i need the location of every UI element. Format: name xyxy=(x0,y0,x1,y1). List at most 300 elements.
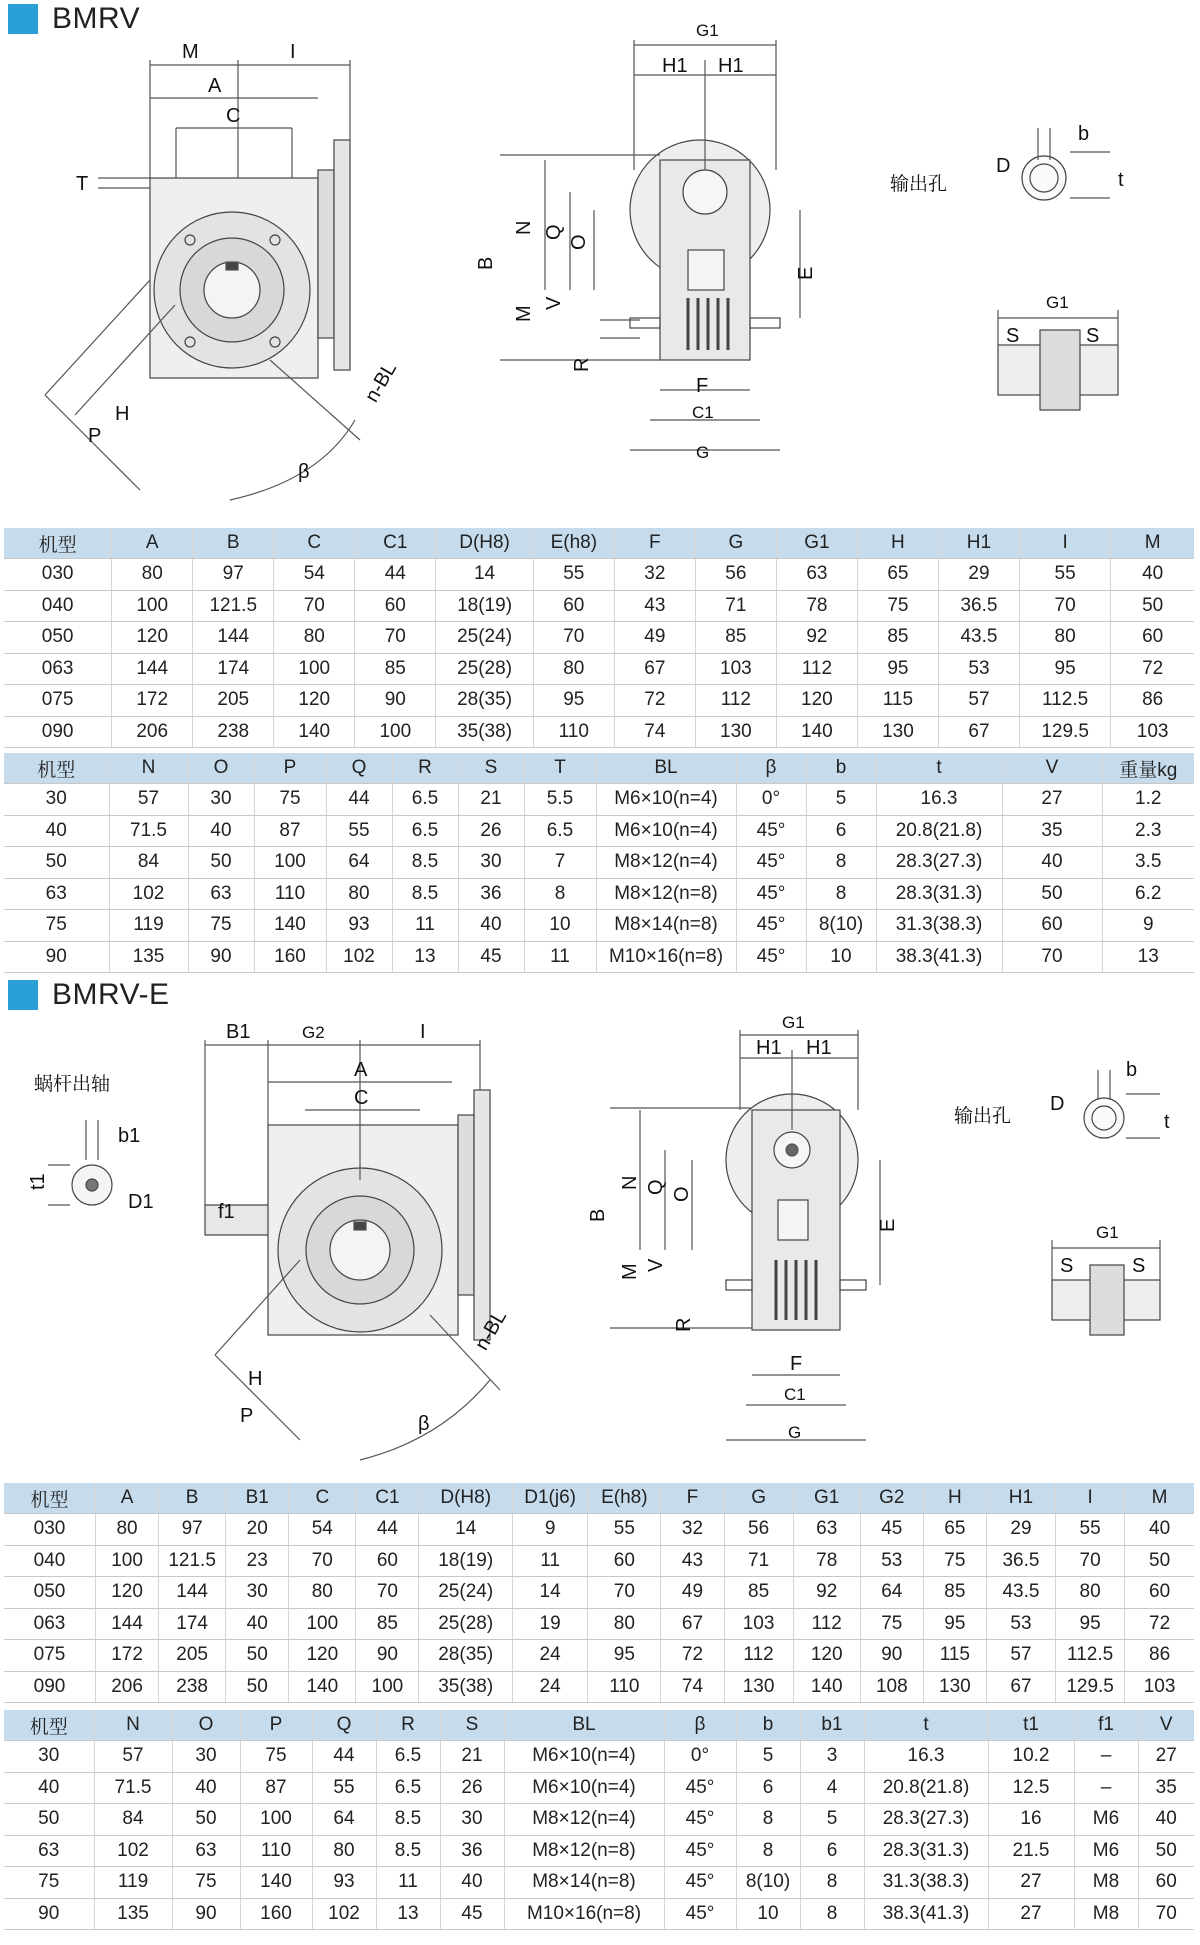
svg-text:D1: D1 xyxy=(128,1191,154,1213)
column-header: BL xyxy=(596,753,736,784)
table-cell: 5 xyxy=(800,1804,864,1836)
table-cell: 20.8(21.8) xyxy=(876,815,1002,847)
table-cell: 8 xyxy=(806,847,876,879)
table-cell: 11 xyxy=(524,941,596,973)
column-header: B xyxy=(193,528,274,559)
table-cell: 13 xyxy=(376,1898,440,1930)
table-cell: M8×12(n=8) xyxy=(504,1835,664,1867)
table-cell: 50 xyxy=(226,1671,289,1703)
svg-text:蜗杆出轴: 蜗杆出轴 xyxy=(34,1073,111,1095)
table-cell: 93 xyxy=(326,910,392,942)
table-cell: 20 xyxy=(226,1514,289,1546)
table-cell: 120 xyxy=(793,1640,860,1672)
svg-text:F: F xyxy=(790,1353,803,1375)
section-header-bmrve xyxy=(8,978,169,1012)
table-cell: 45° xyxy=(736,910,806,942)
column-header: G1 xyxy=(776,528,857,559)
table-cell: 100 xyxy=(289,1608,356,1640)
column-header: V xyxy=(1138,1710,1194,1741)
table-cell: 13 xyxy=(392,941,458,973)
table-cell: 63 xyxy=(4,878,109,910)
table-cell: 25(28) xyxy=(419,1608,513,1640)
section-title: BMRV-E xyxy=(52,978,170,1011)
table-cell: 4 xyxy=(800,1772,864,1804)
table-cell: 57 xyxy=(938,685,1019,717)
table-cell: M6×10(n=4) xyxy=(596,784,736,816)
table-cell: 2.3 xyxy=(1102,815,1194,847)
table-cell: 205 xyxy=(159,1640,226,1672)
table-cell: M8×14(n=8) xyxy=(596,910,736,942)
table-cell: M8 xyxy=(1074,1867,1138,1899)
table-cell: 55 xyxy=(533,559,614,591)
table-cell: 6.5 xyxy=(524,815,596,847)
table-cell: 60 xyxy=(588,1545,661,1577)
table-cell: 57 xyxy=(94,1741,172,1773)
table-cell: 063 xyxy=(4,653,112,685)
svg-text:b1: b1 xyxy=(118,1125,141,1147)
table-cell: 3.5 xyxy=(1102,847,1194,879)
table-cell: 70 xyxy=(1002,941,1102,973)
table-cell: 95 xyxy=(533,685,614,717)
table-header-row xyxy=(4,528,1194,559)
table-cell: 80 xyxy=(588,1608,661,1640)
table-cell: 56 xyxy=(724,1514,793,1546)
table-row xyxy=(4,1514,1194,1546)
table-cell: 60 xyxy=(1125,1577,1194,1609)
bmrv-bore-detail xyxy=(998,128,1118,410)
table-cell: 144 xyxy=(193,622,274,654)
svg-text:S: S xyxy=(1132,1255,1146,1277)
table-cell: 8 xyxy=(736,1835,800,1867)
table-cell: M8×12(n=8) xyxy=(596,878,736,910)
table-cell: M6 xyxy=(1074,1835,1138,1867)
svg-text:G1: G1 xyxy=(782,1013,805,1032)
column-header: t1 xyxy=(988,1710,1074,1741)
bmrve-bore-detail xyxy=(1052,1070,1160,1335)
svg-text:B1: B1 xyxy=(226,1021,251,1043)
table-cell: 12.5 xyxy=(988,1772,1074,1804)
table-cell: 135 xyxy=(109,941,188,973)
table-cell: 24 xyxy=(512,1671,587,1703)
table-cell: 64 xyxy=(326,847,392,879)
table-cell: 50 xyxy=(1138,1835,1194,1867)
column-header: A xyxy=(112,528,193,559)
table-cell: 119 xyxy=(94,1867,172,1899)
table-cell: 100 xyxy=(240,1804,312,1836)
svg-text:H1: H1 xyxy=(662,55,688,77)
table-cell: 6 xyxy=(806,815,876,847)
table-cell: 85 xyxy=(724,1577,793,1609)
table-cell: 63 xyxy=(793,1514,860,1546)
column-header: S xyxy=(440,1710,504,1741)
table-cell: 70 xyxy=(533,622,614,654)
column-header: D(H8) xyxy=(419,1483,513,1514)
table-row xyxy=(4,1804,1194,1836)
table-cell: 50 xyxy=(1125,1545,1194,1577)
table-cell: 10 xyxy=(524,910,596,942)
table-row xyxy=(4,653,1194,685)
svg-text:G1: G1 xyxy=(696,21,719,40)
table-cell: 53 xyxy=(860,1545,923,1577)
table-cell: 67 xyxy=(614,653,695,685)
table-cell: 050 xyxy=(4,1577,96,1609)
table-cell: 063 xyxy=(4,1608,96,1640)
column-header: P xyxy=(240,1710,312,1741)
table-cell: 38.3(41.3) xyxy=(864,1898,988,1930)
column-header: I xyxy=(1056,1483,1125,1514)
svg-text:P: P xyxy=(88,425,102,447)
svg-text:t1: t1 xyxy=(27,1173,49,1190)
table-cell: 30 xyxy=(4,784,109,816)
svg-text:C1: C1 xyxy=(784,1385,806,1404)
table-cell: 28(35) xyxy=(436,685,533,717)
table-cell: 10 xyxy=(806,941,876,973)
table-cell: 50 xyxy=(188,847,254,879)
table-row xyxy=(4,1608,1194,1640)
table-cell: 040 xyxy=(4,590,112,622)
table-cell: 205 xyxy=(193,685,274,717)
table-cell: M8×12(n=4) xyxy=(504,1804,664,1836)
column-header: O xyxy=(188,753,254,784)
table-cell: 144 xyxy=(96,1608,159,1640)
table-cell: 80 xyxy=(312,1835,376,1867)
table-cell: 45° xyxy=(736,878,806,910)
table-cell: 112 xyxy=(793,1608,860,1640)
table-cell: 8(10) xyxy=(736,1867,800,1899)
column-header: b xyxy=(806,753,876,784)
column-header: H1 xyxy=(986,1483,1055,1514)
table-cell: 130 xyxy=(857,716,938,748)
table-cell: 75 xyxy=(4,910,109,942)
table-cell: 55 xyxy=(1019,559,1110,591)
table-cell: 120 xyxy=(289,1640,356,1672)
table-cell: 95 xyxy=(1056,1608,1125,1640)
table-cell: 28.3(31.3) xyxy=(876,878,1002,910)
table-cell: 14 xyxy=(512,1577,587,1609)
table-cell: 130 xyxy=(695,716,776,748)
svg-text:H1: H1 xyxy=(718,55,744,77)
table-cell: 100 xyxy=(112,590,193,622)
table-cell: M8 xyxy=(1074,1898,1138,1930)
table-cell: 160 xyxy=(254,941,326,973)
table-cell: 38.3(41.3) xyxy=(876,941,1002,973)
table-cell: 93 xyxy=(312,1867,376,1899)
table-cell: 11 xyxy=(512,1545,587,1577)
bmrve-dimension-table-1 xyxy=(4,1483,1194,1703)
table-cell: 102 xyxy=(94,1835,172,1867)
table-cell: 090 xyxy=(4,716,112,748)
table-cell: 29 xyxy=(938,559,1019,591)
table-cell: 35 xyxy=(1002,815,1102,847)
table-cell: 075 xyxy=(4,685,112,717)
table-cell: 63 xyxy=(172,1835,240,1867)
table-header-row xyxy=(4,753,1194,784)
table-cell: 21 xyxy=(440,1741,504,1773)
table-cell: 103 xyxy=(1125,1671,1194,1703)
table-row xyxy=(4,847,1194,879)
table-cell: 110 xyxy=(240,1835,312,1867)
table-cell: 50 xyxy=(1111,590,1194,622)
table-cell: 78 xyxy=(776,590,857,622)
worm-shaft-detail xyxy=(48,1120,112,1205)
table-cell: 115 xyxy=(857,685,938,717)
column-header: Q xyxy=(312,1710,376,1741)
svg-text:F: F xyxy=(696,375,709,397)
table-cell: 040 xyxy=(4,1545,96,1577)
table-cell: 36.5 xyxy=(938,590,1019,622)
svg-text:t: t xyxy=(1118,169,1124,191)
table-cell: 6 xyxy=(800,1835,864,1867)
table-cell: 50 xyxy=(1002,878,1102,910)
table-cell: M6×10(n=4) xyxy=(504,1772,664,1804)
table-cell: 8 xyxy=(524,878,596,910)
svg-text:B: B xyxy=(475,256,497,270)
table-cell: 8.5 xyxy=(392,878,458,910)
svg-text:T: T xyxy=(76,173,89,195)
table-cell: M10×16(n=8) xyxy=(596,941,736,973)
section-title: BMRV xyxy=(52,2,141,35)
table-cell: 32 xyxy=(661,1514,724,1546)
column-header: t xyxy=(864,1710,988,1741)
table-cell: 45° xyxy=(736,941,806,973)
table-cell: 9 xyxy=(1102,910,1194,942)
table-cell: 6.5 xyxy=(392,784,458,816)
table-cell: 100 xyxy=(356,1671,419,1703)
table-cell: 5 xyxy=(736,1741,800,1773)
svg-text:M: M xyxy=(619,1263,641,1280)
table-row xyxy=(4,1577,1194,1609)
table-cell: 30 xyxy=(440,1804,504,1836)
table-cell: 6 xyxy=(736,1772,800,1804)
table-cell: 36.5 xyxy=(986,1545,1055,1577)
table-cell: 40 xyxy=(440,1867,504,1899)
table-cell: 120 xyxy=(776,685,857,717)
table-cell: 54 xyxy=(289,1514,356,1546)
table-cell: 30 xyxy=(188,784,254,816)
column-header: C xyxy=(274,528,355,559)
table-cell: 25(24) xyxy=(436,622,533,654)
table-cell: 75 xyxy=(254,784,326,816)
table-row xyxy=(4,1835,1194,1867)
svg-text:G: G xyxy=(788,1423,802,1442)
column-header: V xyxy=(1002,753,1102,784)
table-cell: 44 xyxy=(312,1741,376,1773)
table-cell: 9 xyxy=(512,1514,587,1546)
table-cell: 103 xyxy=(724,1608,793,1640)
table-cell: 50 xyxy=(226,1640,289,1672)
svg-text:R: R xyxy=(571,357,593,372)
svg-text:G1: G1 xyxy=(1096,1223,1119,1242)
table-cell: 27 xyxy=(1002,784,1102,816)
table-cell: 11 xyxy=(376,1867,440,1899)
table-cell: 108 xyxy=(860,1671,923,1703)
svg-text:R: R xyxy=(673,1317,695,1332)
table-cell: 206 xyxy=(112,716,193,748)
table-cell: 144 xyxy=(159,1577,226,1609)
table-cell: 45° xyxy=(664,1867,736,1899)
table-cell: 70 xyxy=(1056,1545,1125,1577)
table-cell: M6×10(n=4) xyxy=(504,1741,664,1773)
column-header: E(h8) xyxy=(533,528,614,559)
column-header: Q xyxy=(326,753,392,784)
table-cell: 70 xyxy=(588,1577,661,1609)
table-cell: 5.5 xyxy=(524,784,596,816)
table-cell: 18(19) xyxy=(419,1545,513,1577)
table-cell: 71.5 xyxy=(94,1772,172,1804)
column-header: 机型 xyxy=(4,753,109,784)
table-cell: 72 xyxy=(1125,1608,1194,1640)
table-cell: 45 xyxy=(440,1898,504,1930)
table-row xyxy=(4,1671,1194,1703)
table-cell: 72 xyxy=(614,685,695,717)
column-header: b1 xyxy=(800,1710,864,1741)
table-row xyxy=(4,1741,1194,1773)
table-cell: 16 xyxy=(988,1804,1074,1836)
table-cell: 40 xyxy=(4,815,109,847)
table-cell: 40 xyxy=(188,815,254,847)
table-cell: 40 xyxy=(4,1772,94,1804)
table-cell: 70 xyxy=(1138,1898,1194,1930)
svg-text:G1: G1 xyxy=(1046,293,1069,312)
svg-text:I: I xyxy=(420,1021,426,1043)
table-cell: 65 xyxy=(857,559,938,591)
svg-text:O: O xyxy=(568,234,590,250)
table-cell: 85 xyxy=(695,622,776,654)
table-cell: 31.3(38.3) xyxy=(864,1867,988,1899)
svg-text:f1: f1 xyxy=(218,1201,235,1223)
table-cell: 86 xyxy=(1125,1640,1194,1672)
table-cell: 160 xyxy=(240,1898,312,1930)
table-cell: 75 xyxy=(188,910,254,942)
table-cell: 65 xyxy=(923,1514,986,1546)
table-cell: 86 xyxy=(1111,685,1194,717)
table-cell: 70 xyxy=(274,590,355,622)
table-cell: 120 xyxy=(112,622,193,654)
table-cell: 6.5 xyxy=(376,1741,440,1773)
column-header: 机型 xyxy=(4,1710,94,1741)
table-cell: 121.5 xyxy=(159,1545,226,1577)
table-cell: 30 xyxy=(4,1741,94,1773)
table-cell: 90 xyxy=(860,1640,923,1672)
table-cell: 030 xyxy=(4,1514,96,1546)
table-cell: 90 xyxy=(4,941,109,973)
table-row xyxy=(4,1640,1194,1672)
column-header: F xyxy=(614,528,695,559)
table-cell: 60 xyxy=(356,1545,419,1577)
table-cell: 50 xyxy=(172,1804,240,1836)
column-header: A xyxy=(96,1483,159,1514)
table-cell: 11 xyxy=(392,910,458,942)
table-cell: – xyxy=(1074,1772,1138,1804)
table-cell: 74 xyxy=(661,1671,724,1703)
table-cell: 31.3(38.3) xyxy=(876,910,1002,942)
table-cell: 70 xyxy=(289,1545,356,1577)
table-cell: 72 xyxy=(1111,653,1194,685)
svg-text:B: B xyxy=(587,1208,609,1222)
svg-text:b: b xyxy=(1126,1059,1138,1081)
table-cell: 112 xyxy=(695,685,776,717)
table-cell: 40 xyxy=(1138,1804,1194,1836)
table-cell: 030 xyxy=(4,559,112,591)
column-header: R xyxy=(376,1710,440,1741)
table-cell: 53 xyxy=(938,653,1019,685)
table-cell: 102 xyxy=(312,1898,376,1930)
table-cell: 14 xyxy=(436,559,533,591)
table-cell: M8×14(n=8) xyxy=(504,1867,664,1899)
table-cell: 172 xyxy=(96,1640,159,1672)
table-cell: 050 xyxy=(4,622,112,654)
svg-text:P: P xyxy=(240,1405,254,1427)
column-header: t xyxy=(876,753,1002,784)
table-cell: 100 xyxy=(254,847,326,879)
table-cell: 55 xyxy=(326,815,392,847)
table-cell: 112.5 xyxy=(1056,1640,1125,1672)
column-header: M xyxy=(1125,1483,1194,1514)
table-cell: 8 xyxy=(800,1898,864,1930)
table-cell: 63 xyxy=(4,1835,94,1867)
svg-text:S: S xyxy=(1060,1255,1074,1277)
column-header: H xyxy=(923,1483,986,1514)
table-cell: 110 xyxy=(533,716,614,748)
column-header: C1 xyxy=(356,1483,419,1514)
svg-text:S: S xyxy=(1006,325,1020,347)
bmrv-front-view xyxy=(500,40,800,450)
svg-text:V: V xyxy=(645,1258,667,1272)
table-cell: 112.5 xyxy=(1019,685,1110,717)
svg-text:A: A xyxy=(354,1059,368,1081)
svg-text:n-BL: n-BL xyxy=(470,1306,512,1355)
table-cell: 45 xyxy=(860,1514,923,1546)
column-header: β xyxy=(736,753,806,784)
table-row xyxy=(4,910,1194,942)
table-cell: 43 xyxy=(614,590,695,622)
table-cell: 18(19) xyxy=(436,590,533,622)
table-cell: 78 xyxy=(793,1545,860,1577)
bmrve-dimension-table-2 xyxy=(4,1710,1194,1930)
table-cell: 174 xyxy=(159,1608,226,1640)
table-cell: 121.5 xyxy=(193,590,274,622)
table-cell: 70 xyxy=(356,1577,419,1609)
table-cell: 67 xyxy=(986,1671,1055,1703)
table-cell: 71 xyxy=(724,1545,793,1577)
table-cell: 206 xyxy=(96,1671,159,1703)
table-cell: 120 xyxy=(96,1577,159,1609)
table-cell: 28.3(31.3) xyxy=(864,1835,988,1867)
table-cell: 80 xyxy=(289,1577,356,1609)
table-cell: 20.8(21.8) xyxy=(864,1772,988,1804)
column-header: 重量kg xyxy=(1102,753,1194,784)
table-cell: 60 xyxy=(1002,910,1102,942)
table-cell: 140 xyxy=(289,1671,356,1703)
table-cell: 112 xyxy=(724,1640,793,1672)
table-cell: 28.3(27.3) xyxy=(876,847,1002,879)
table-cell: 3 xyxy=(800,1741,864,1773)
table-cell: 26 xyxy=(458,815,524,847)
table-cell: 8 xyxy=(736,1804,800,1836)
table-cell: 5 xyxy=(806,784,876,816)
table-cell: 95 xyxy=(923,1608,986,1640)
svg-text:O: O xyxy=(671,1186,693,1202)
table-row xyxy=(4,1772,1194,1804)
table-cell: 13 xyxy=(1102,941,1194,973)
table-cell: 10 xyxy=(736,1898,800,1930)
table-cell: 85 xyxy=(923,1577,986,1609)
column-header: C1 xyxy=(355,528,436,559)
svg-text:输出孔: 输出孔 xyxy=(954,1105,1012,1127)
column-header: G1 xyxy=(793,1483,860,1514)
svg-text:C: C xyxy=(354,1087,369,1109)
table-cell: 60 xyxy=(1138,1867,1194,1899)
